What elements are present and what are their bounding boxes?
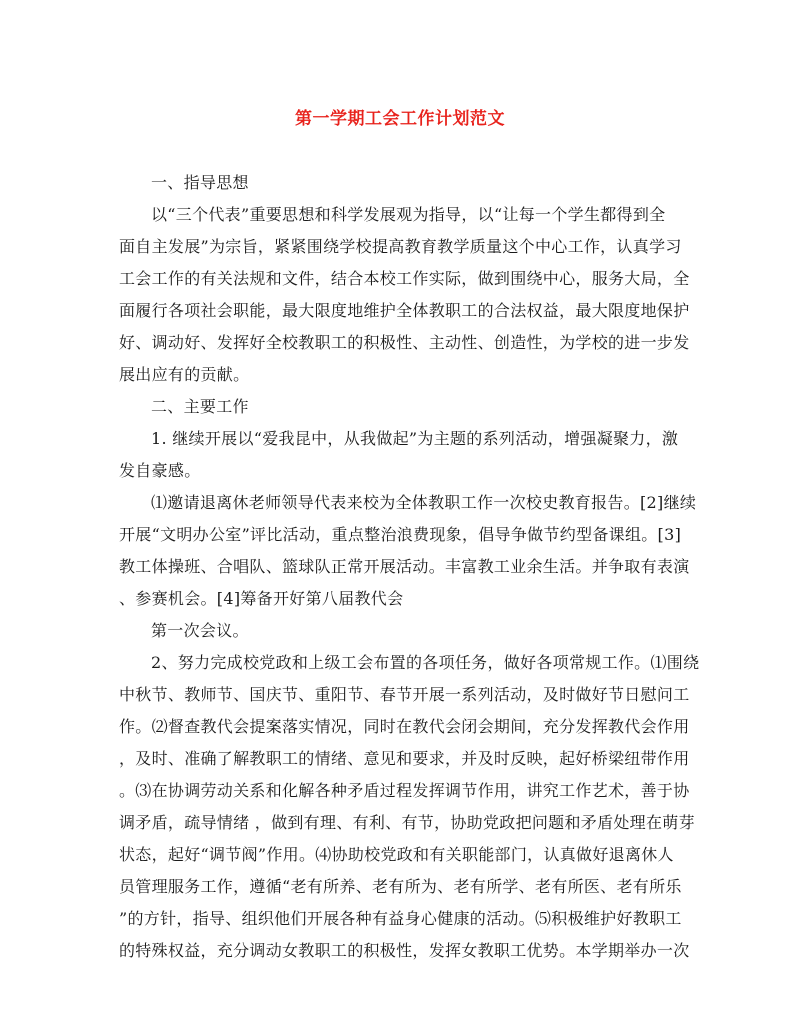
paragraph-line: 状态，起好“调节阀”作用。⑷协助校党政和有关职能部门，认真做好退离休人 xyxy=(119,845,674,864)
paragraph-line: 调矛盾，疏导情绪 ，做到有理、有利、有节，协助党政把问题和矛盾处理在萌芽 xyxy=(119,813,695,832)
paragraph-line: 面履行各项社会职能，最大限度地维护全体教职工的合法权益，最大限度地保护 xyxy=(119,301,690,320)
paragraph-line: 作。⑵督查教代会提案落实情况，同时在教代会闭会期间，充分发挥教代会作用 xyxy=(119,717,690,736)
paragraph-line: 开展“文明办公室”评比活动，重点整治浪费现象，倡导争做节约型备课组。[3] xyxy=(119,525,682,544)
paragraph-line: 、参赛机会。[4]筹备开好第八届教代会 xyxy=(119,589,404,608)
paragraph-line: 教工体操班、合唱队、篮球队正常开展活动。丰富教工业余生活。并争取有表演 xyxy=(119,557,690,576)
paragraph-line: 好、调动好、发挥好全校教职工的积极性、主动性、创造性，为学校的进一步发 xyxy=(119,333,690,352)
paragraph-line: 展出应有的贡献。 xyxy=(119,365,250,384)
paragraph-line: ，及时、准确了解教职工的情绪、意见和要求，并及时反映，起好桥梁纽带作用 xyxy=(119,749,690,768)
paragraph-line: 以“三个代表”重要思想和科学发展观为指导，以“让每一个学生都得到全 xyxy=(151,205,666,224)
paragraph-line: 员管理服务工作，遵循“老有所养、老有所为、老有所学、老有所医、老有所乐 xyxy=(119,877,682,896)
paragraph-line: 面自主发展”为宗旨，紧紧围绕学校提高教育教学质量这个中心工作，认真学习 xyxy=(119,237,682,256)
section-heading: 一、指导思想 xyxy=(151,173,249,192)
paragraph-line: 2、努力完成校党政和上级工会布置的各项任务，做好各项常规工作。⑴围绕 xyxy=(151,653,700,672)
paragraph-line: ”的方针，指导、组织他们开展各种有益身心健康的活动。⑸积极维护好教职工 xyxy=(119,909,682,928)
page-title: 第一学期工会工作计划范文 xyxy=(295,109,505,129)
paragraph-line: 的特殊权益，充分调动女教职工的积极性，发挥女教职工优势。本学期举办一次 xyxy=(119,941,690,960)
paragraph-line: 。⑶在协调劳动关系和化解各种矛盾过程发挥调节作用，讲究工作艺术，善于协 xyxy=(119,781,690,800)
paragraph-line: 1. 继续开展以“爱我昆中，从我做起”为主题的系列活动，增强凝聚力，激 xyxy=(151,429,679,448)
paragraph-line: 第一次会议。 xyxy=(151,621,249,640)
section-heading: 二、主要工作 xyxy=(151,397,249,416)
paragraph-line: 发自豪感。 xyxy=(119,461,201,480)
paragraph-line: 中秋节、教师节、国庆节、重阳节、春节开展一系列活动，及时做好节日慰问工 xyxy=(119,685,690,704)
paragraph-line: 工会工作的有关法规和文件，结合本校工作实际，做到围绕中心，服务大局，全 xyxy=(119,269,690,288)
paragraph-line: ⑴邀请退离休老师领导代表来校为全体教职工作一次校史教育报告。[2]继续 xyxy=(151,493,697,512)
